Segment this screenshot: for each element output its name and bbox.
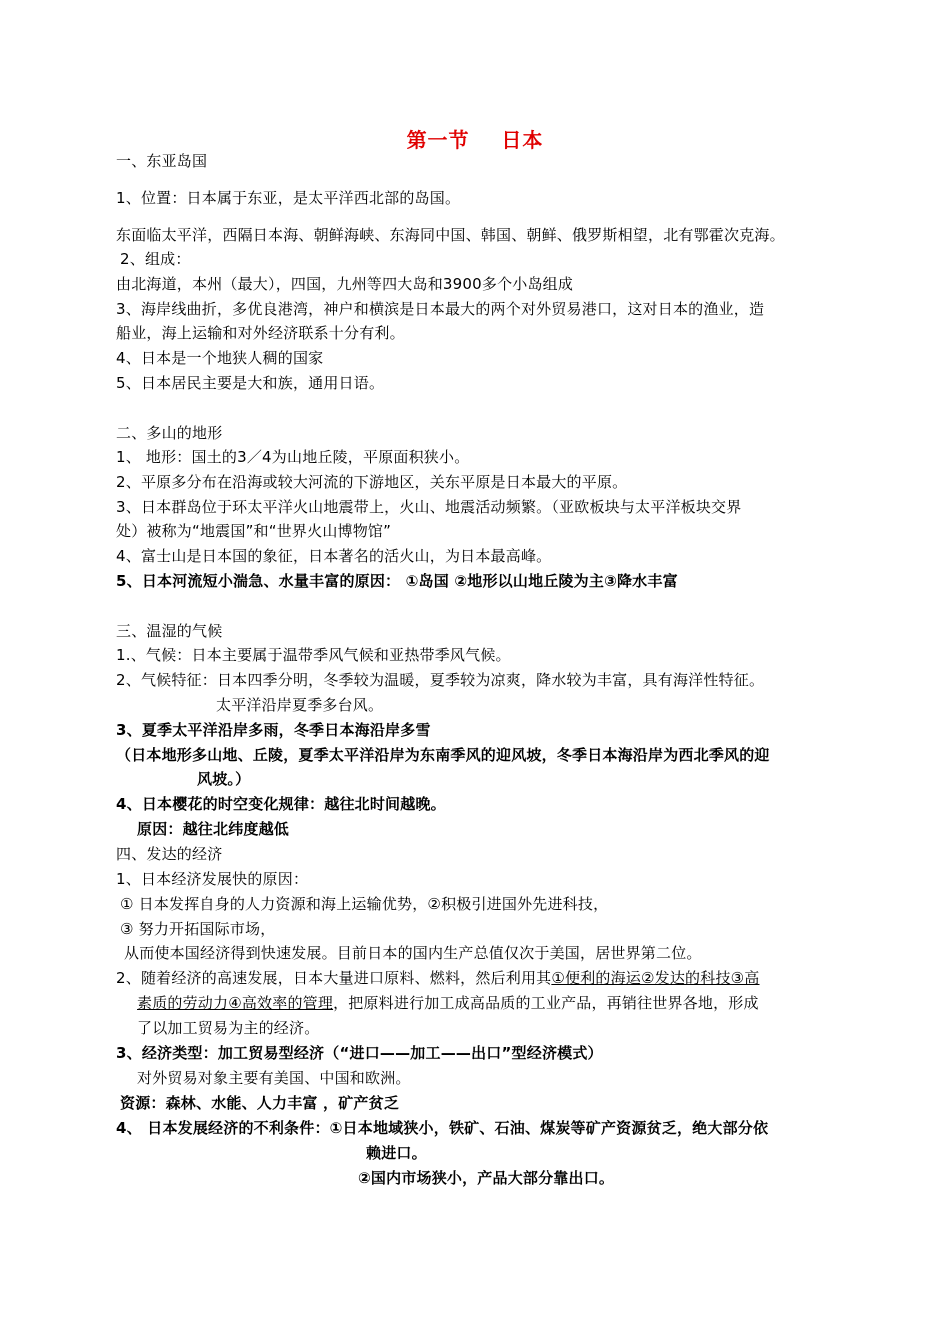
bold-text-line: 4、日本樱花的时空变化规律：越往北时间越晚。 [116,795,446,813]
text-line: 1.、气候：日本主要属于温带季风气候和亚热带季风气候。 [116,646,511,664]
underlined-text: 素质的劳动力④高效率的管理 [137,994,334,1012]
section-heading-3: 三、温湿的气候 [116,622,223,640]
bold-text-line: 4、 日本发展经济的不利条件：①日本地域狭小，铁矿、石油、煤炭等矿产资源贫乏，绝大部分依 [116,1119,769,1137]
text-line: 3、海岸线曲折，多优良港湾，神户和横滨是日本最大的两个对外贸易港口，这对日本的渔业，造 [116,300,765,318]
title-part2: 日本 [501,128,544,152]
text-segment: ，把原料进行加工成高品质的工业产品，再销往世界各地，形成 [333,994,759,1012]
text-line: 1、 地形：国土的3／4为山地丘陵，平原面积狭小。 [116,448,470,466]
bold-text-line: 3、经济类型：加工贸易型经济（“进口——加工——出口”型经济模式） [116,1044,603,1062]
text-line: ① 日本发挥自身的人力资源和海上运输优势，②积极引进国外先进科技， [120,895,609,913]
underlined-text: ①便利的海运②发达的科技③高 [551,969,760,987]
text-line: 1、日本经济发展快的原因： [116,870,309,888]
section-heading-1: 一、东亚岛国 [116,152,208,170]
bold-text-line: 3、夏季太平洋沿岸多雨，冬季日本海沿岸多雪 [116,721,431,739]
section-heading-4: 四、发达的经济 [116,845,223,863]
text-line: 对外贸易对象主要有美国、中国和欧洲。 [137,1069,411,1087]
bold-text-line: ②国内市场狭小，产品大部分靠出口。 [358,1169,615,1187]
text-line: 东面临太平洋，西隔日本海、朝鲜海峡、东海同中国、韩国、朝鲜、俄罗斯相望，北有鄂霍次克海。 [116,226,785,244]
text-line: 由北海道，本州（最大），四国，九州等四大岛和3900多个小岛组成 [116,275,574,293]
section-heading-2: 二、多山的地形 [116,424,223,442]
text-line: 5、日本居民主要是大和族，通用日语。 [116,374,385,392]
bold-text-line: （日本地形多山地、丘陵，夏季太平洋沿岸为东南季风的迎风坡，冬季日本海沿岸为西北季风的迎 [116,746,770,764]
text-line: ③ 努力开拓国际市场， [120,920,276,938]
bold-text-line: 风坡。） [197,770,251,788]
text-line: 了以加工贸易为主的经济。 [137,1019,320,1037]
text-line: 处）被称为“地震国”和“世界火山博物馆” [116,522,392,540]
bold-text-line: 赖进口。 [366,1144,427,1162]
text-line: 从而使本国经济得到快速发展。目前日本的国内生产总值仅次于美国，居世界第二位。 [124,944,702,962]
text-line [137,992,759,1014]
text-line: 4、富士山是日本国的象征，日本著名的活火山，为日本最高峰。 [116,547,552,565]
bold-text-line: 5、日本河流短小湍急、水量丰富的原因： ①岛国 ②地形以山地丘陵为主③降水丰富 [116,572,678,590]
text-line: 2、气候特征：日本四季分明，冬季较为温暖，夏季较为凉爽，降水较为丰富，具有海洋性特征。 [116,671,765,689]
bold-text-line: 资源：森林、水能、人力丰富 ，矿产贫乏 [120,1094,400,1112]
text-line: 2、组成： [120,250,191,268]
text-segment: 2、随着经济的高速发展，日本大量进口原料、燃料，然后利用其 [116,969,552,987]
text-line: 2、平原多分布在沿海或较大河流的下游地区，关东平原是日本最大的平原。 [116,473,628,491]
title-part1: 第一节 [406,128,470,152]
page-title [0,124,950,153]
text-line: 船业，海上运输和对外经济联系十分有利。 [116,324,405,342]
text-line [116,967,760,989]
text-line: 太平洋沿岸夏季多台风。 [216,696,384,714]
bold-text-line: 原因：越往北纬度越低 [137,820,290,838]
text-line: 4、日本是一个地狭人稠的国家 [116,349,324,367]
text-line: 1、位置：日本属于东亚，是太平洋西北部的岛国。 [116,189,461,207]
text-line: 3、日本群岛位于环太平洋火山地震带上，火山、地震活动频繁。（亚欧板块与太平洋板块交界 [116,498,742,516]
